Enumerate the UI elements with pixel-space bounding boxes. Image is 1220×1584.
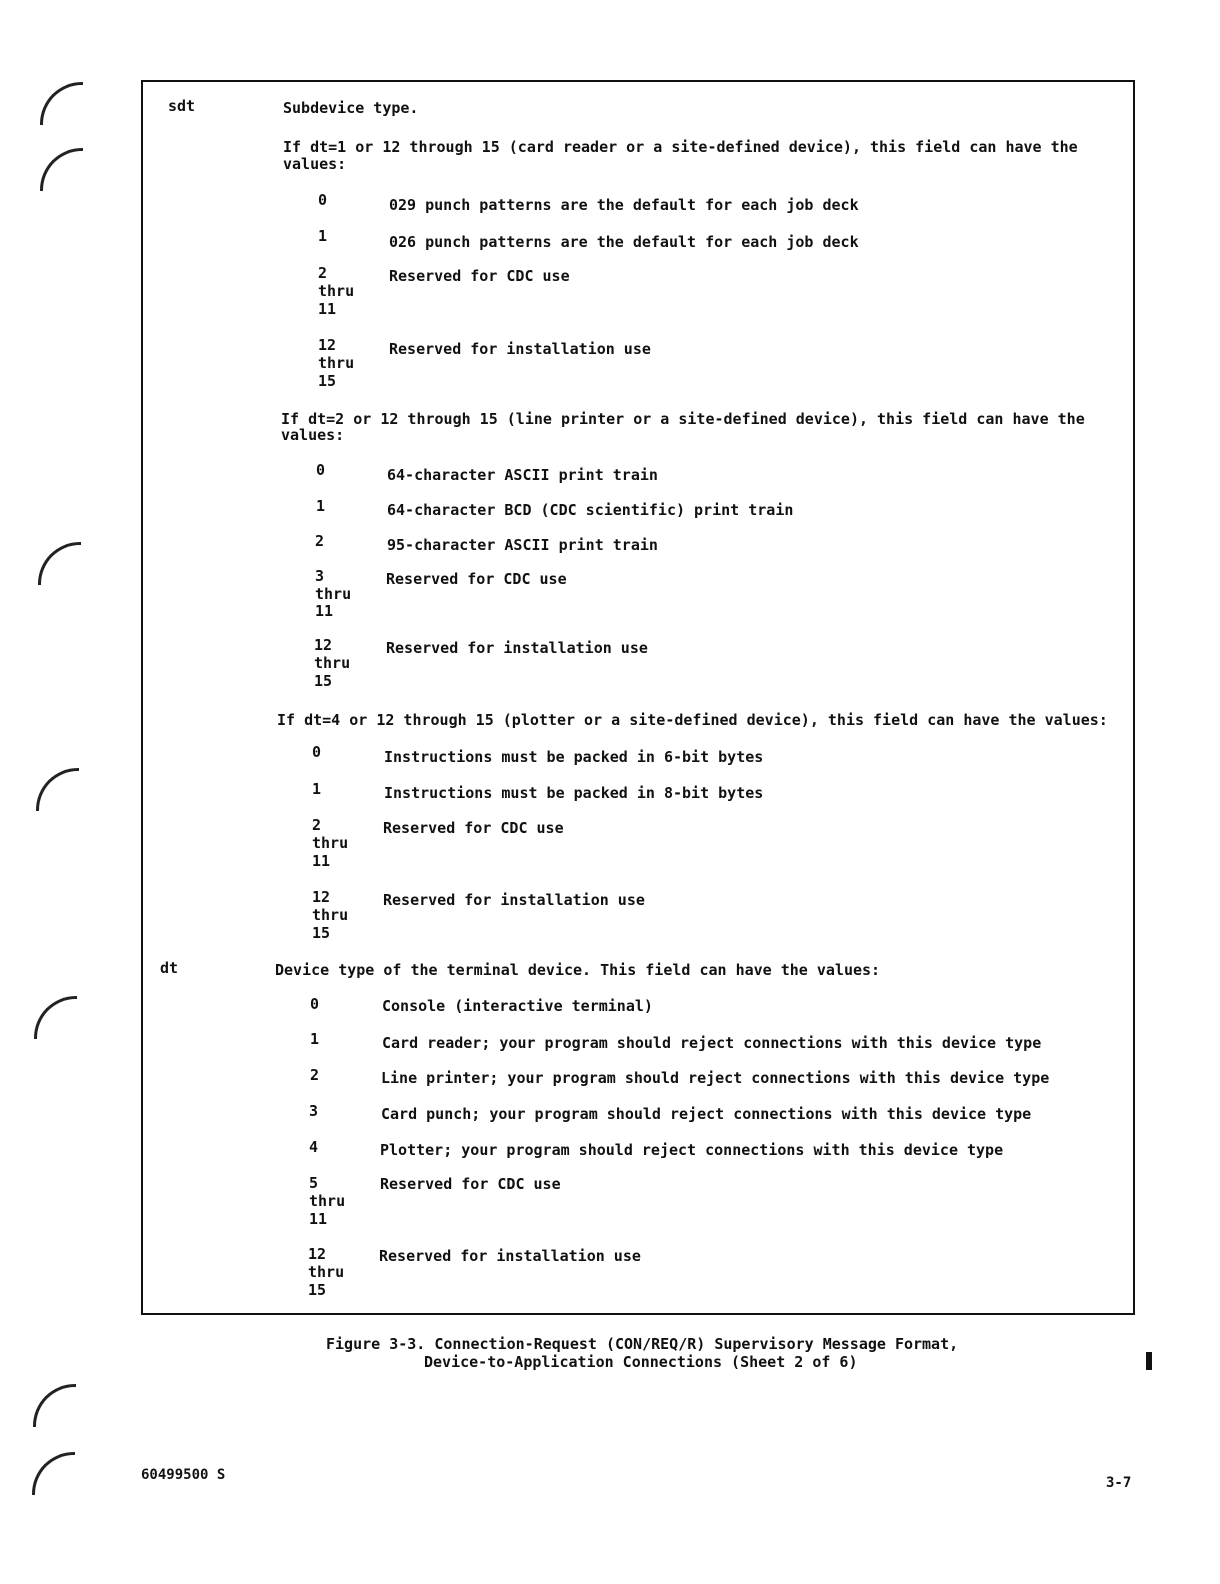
field-name-dt: dt [160, 959, 179, 977]
value-code: 12 [312, 888, 331, 906]
binder-hole-mark [38, 542, 81, 585]
value-description: Instructions must be packed in 8-bit bytes [384, 784, 764, 802]
value-code: 12 [314, 636, 333, 654]
value-description: Line printer; your program should reject connections with this device type [381, 1069, 1050, 1087]
value-code: 11 [309, 1210, 328, 1228]
value-description: Card reader; your program should reject connections with this device type [382, 1034, 1042, 1052]
value-description: Card punch; your program should reject connections with this device type [381, 1105, 1032, 1123]
value-code: 1 [310, 1030, 320, 1048]
value-description: Reserved for CDC use [383, 819, 564, 837]
value-code: 12 [308, 1245, 327, 1263]
line-printer-intro-cont: values: [281, 426, 345, 444]
binder-hole-mark [33, 1384, 76, 1427]
value-code: thru [312, 906, 349, 924]
value-code: thru [315, 585, 352, 603]
figure-frame [141, 80, 1135, 1315]
value-code: 15 [312, 924, 331, 942]
value-description: Reserved for CDC use [386, 570, 567, 588]
value-description: Console (interactive terminal) [382, 997, 653, 1015]
value-description: Reserved for CDC use [389, 267, 570, 285]
value-code: 12 [318, 336, 337, 354]
figure-caption-cont: Device-to-Application Connections (Sheet 2 of 6) [424, 1353, 858, 1371]
value-description: 64-character ASCII print train [387, 466, 658, 484]
value-code: 0 [316, 461, 326, 479]
value-code: 5 [309, 1174, 319, 1192]
value-code: 15 [314, 672, 333, 690]
value-description: 64-character BCD (CDC scientific) print train [387, 501, 794, 519]
value-code: thru [318, 354, 355, 372]
value-code: 0 [318, 191, 328, 209]
value-description: Reserved for CDC use [380, 1175, 561, 1193]
plotter-intro: If dt=4 or 12 through 15 (plotter or a site-defined device), this field can have the values: [277, 711, 1108, 729]
card-reader-intro-cont: values: [283, 155, 347, 173]
value-code: 2 [318, 264, 328, 282]
line-printer-intro: If dt=2 or 12 through 15 (line printer or a site-defined device), this field can have the [281, 410, 1085, 428]
binder-hole-mark [40, 82, 83, 125]
value-code: 1 [312, 780, 322, 798]
card-reader-intro: If dt=1 or 12 through 15 (card reader or a site-defined device), this field can have the [283, 138, 1078, 156]
value-code: thru [308, 1263, 345, 1281]
value-description: Reserved for installation use [386, 639, 648, 657]
binder-hole-mark [32, 1452, 75, 1495]
value-code: 3 [309, 1102, 319, 1120]
value-code: thru [312, 834, 349, 852]
sdt-title: Subdevice type. [283, 99, 419, 117]
field-name-sdt: sdt [168, 97, 196, 115]
document-number: 60499500 S [141, 1467, 226, 1483]
value-code: 11 [315, 602, 334, 620]
binder-hole-mark [36, 768, 79, 811]
change-bar [1146, 1352, 1152, 1370]
page-number: 3-7 [1106, 1475, 1132, 1491]
value-code: thru [318, 282, 355, 300]
value-code: 2 [312, 816, 322, 834]
value-code: 4 [309, 1138, 319, 1156]
binder-hole-mark [40, 148, 83, 191]
value-code: 2 [310, 1066, 320, 1084]
value-code: 15 [318, 372, 337, 390]
value-code: 1 [316, 497, 326, 515]
value-code: 11 [312, 852, 331, 870]
binder-hole-mark [34, 996, 77, 1039]
value-code: 2 [315, 532, 325, 550]
value-code: 3 [315, 567, 325, 585]
dt-intro: Device type of the terminal device. This field can have the values: [275, 961, 881, 979]
figure-caption: Figure 3-3. Connection-Request (CON/REQ/R) Supervisory Message Format, [326, 1335, 959, 1353]
value-code: 15 [308, 1281, 327, 1299]
value-description: Reserved for installation use [379, 1247, 641, 1265]
value-code: 0 [312, 743, 322, 761]
value-description: Reserved for installation use [383, 891, 645, 909]
value-description: Reserved for installation use [389, 340, 651, 358]
value-code: thru [309, 1192, 346, 1210]
value-code: 0 [310, 995, 320, 1013]
value-code: thru [314, 654, 351, 672]
value-description: 026 punch patterns are the default for each job deck [389, 233, 859, 251]
value-description: 029 punch patterns are the default for each job deck [389, 196, 859, 214]
value-description: 95-character ASCII print train [387, 536, 658, 554]
value-code: 1 [318, 227, 328, 245]
value-description: Instructions must be packed in 6-bit bytes [384, 748, 764, 766]
value-description: Plotter; your program should reject connections with this device type [380, 1141, 1004, 1159]
value-code: 11 [318, 300, 337, 318]
